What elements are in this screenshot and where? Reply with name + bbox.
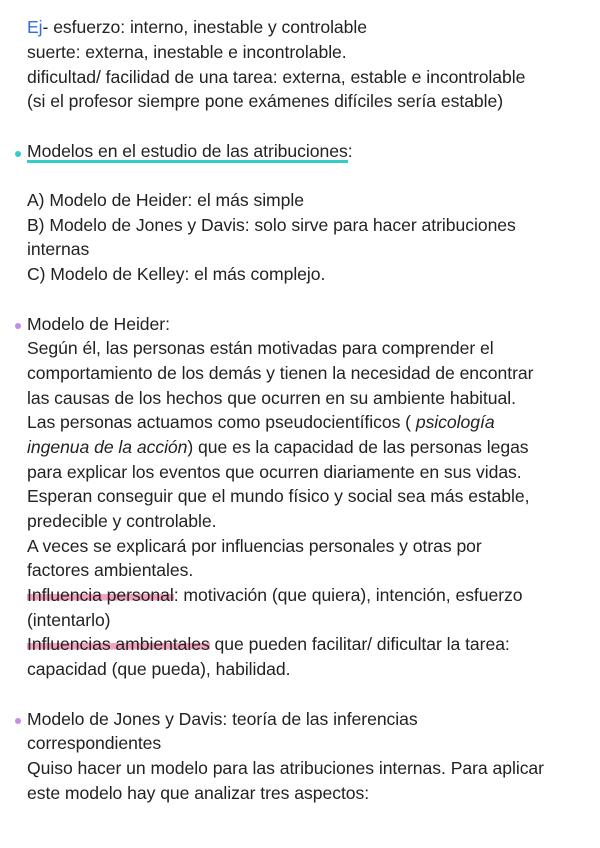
model-item-a: A) Modelo de Heider: el más simple [27, 190, 304, 210]
example-difficulty-line: dificultad/ facilidad de una tarea: externa, estable e incontrolable [27, 67, 526, 87]
environmental-influence-highlight: Influencias ambientales [27, 634, 210, 654]
example-line-effort [27, 15, 592, 40]
model-item-c: C) Modelo de Kelley: el más complejo. [27, 264, 326, 284]
naive-psychology-italic: psicología [415, 412, 495, 432]
heider-paragraph-line: Esperan conseguir que el mundo físico y social sea más estable, [27, 486, 530, 506]
model-item-b: B) Modelo de Jones y Davis: solo sirve para hacer atribuciones [27, 215, 516, 235]
heider-paragraph-line: factores ambientales. [27, 560, 194, 580]
teal-dot-icon [15, 151, 21, 157]
jones-davis-paragraph-line: Quiso hacer un modelo para las atribuciones internas. Para aplicar [27, 758, 544, 778]
heider-paragraph-line: para explicar los eventos que ocurren diariamente en sus vidas. [27, 462, 522, 482]
jones-davis-heading: Modelo de Jones y Davis: teoría de las inferencias [27, 709, 418, 729]
environmental-influence-cont: capacidad (que pueda), habilidad. [27, 659, 291, 679]
models-heading-text: Modelos en el estudio de las atribuciones [27, 141, 348, 161]
heider-paragraph-line: predecible y controlable. [27, 511, 217, 531]
heider-paragraph-line: comportamiento de los demás y tienen la necesidad de encontrar [27, 363, 534, 383]
heider-paragraph-line [27, 410, 592, 435]
models-heading-colon: : [347, 141, 353, 161]
example-effort-text: - esfuerzo: interno, inestable y controlable [42, 17, 367, 37]
example-teacher-line: (si el profesor siempre pone exámenes difíciles sería estable) [27, 91, 504, 111]
purple-dot-icon [15, 718, 21, 724]
capacity-text: ) que es la capacidad de las personas legas [187, 437, 529, 457]
personal-influence-highlight: Influencia personal [27, 585, 174, 605]
pseudo-text: Las personas actuamos como pseudocientíficos ( [27, 412, 416, 432]
heider-paragraph-line: A veces se explicará por influencias personales y otras por [27, 536, 482, 556]
ej-prefix: Ej [27, 17, 43, 37]
personal-influence-cont: (intentarlo) [27, 610, 111, 630]
example-luck-line: suerte: externa, inestable e incontrolable. [27, 42, 347, 62]
environmental-influence-line [27, 632, 592, 657]
heider-paragraph-line: las causas de los hechos que ocurren en su ambiente habitual. [27, 388, 516, 408]
jones-davis-heading-cont: correspondientes [27, 733, 162, 753]
personal-influence-line [27, 583, 592, 608]
heider-paragraph-line: Según él, las personas están motivadas para comprender el [27, 338, 494, 358]
heider-heading: Modelo de Heider: [27, 314, 170, 334]
model-item-b-cont: internas [27, 239, 90, 259]
models-heading [27, 139, 592, 164]
purple-dot-icon [15, 323, 21, 329]
naive-action-italic: ingenua de la acción [27, 437, 188, 457]
environmental-influence-text: que pueden facilitar/ dificultar la tarea: [209, 634, 510, 654]
personal-influence-text: : motivación (que quiera), intención, esfuerzo [173, 585, 523, 605]
jones-davis-paragraph-line: este modelo hay que analizar tres aspectos: [27, 783, 370, 803]
heider-paragraph-line [27, 435, 592, 460]
